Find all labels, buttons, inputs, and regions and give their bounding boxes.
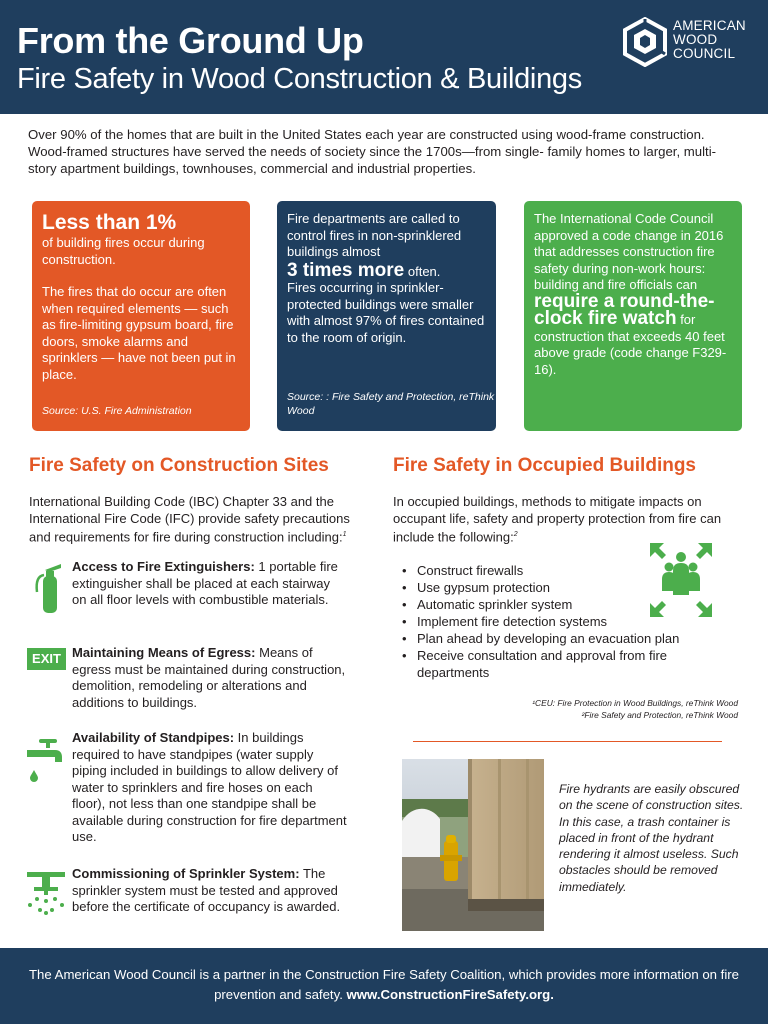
stat-box-sprinklers: [277, 201, 496, 431]
item-title: Availability of Standpipes:: [72, 730, 235, 745]
awc-cube-icon: [621, 17, 669, 67]
stat-body: The fires that do occur are often when required elements — such as fire-limiting gypsum board, fire doors, smoke alarms and sprinklers — have not been put in place.: [42, 284, 236, 382]
item-text: 1 portable fire extinguisher shall be placed at each stairway on all floor levels with combustible materials.: [72, 559, 338, 607]
item-title: Maintaining Means of Egress:: [72, 645, 256, 660]
stat-pre-text: The International Code Council approved a code change in 2016 that addresses construction fire safety during non-work hours: building and fire officials can: [534, 211, 724, 292]
construction-item-sprinklers: [72, 866, 347, 916]
footnote-2: ²Fire Safety and Protection, reThink Wood: [581, 710, 738, 720]
construction-intro: International Building Code (IBC) Chapter 33 and the International Fire Code (IFC) provide safety precautions and requirements for fire during construction including:$^1$: [29, 494, 350, 545]
fire-extinguisher-icon: [33, 562, 65, 614]
occupied-intro: In occupied buildings, methods to mitigate impacts on occupant life, safety and property protection from fire can include the following:$^2$: [393, 494, 722, 545]
photo-caption: Fire hydrants are easily obscured on the scene of construction sites. In this case, a trash container is placed in front of the hydrant rendering it almost useless. Such obstacles should be removed immediately.: [559, 782, 744, 894]
list-item: • Construct firewalls: [400, 562, 720, 579]
footer-text: The American Wood Council is a partner in the Construction Fire Safety Coalition, which provides more information on fire prevention and safety.: [28, 967, 739, 1002]
construction-item-egress: [72, 645, 347, 711]
page-title: From the Ground Up: [17, 20, 364, 61]
hydrant-construction-photo: [402, 759, 544, 931]
stat-headline: Less than 1%: [42, 211, 177, 234]
footnote-marker: 1: [342, 531, 347, 538]
list-item: • Automatic sprinkler system: [400, 596, 720, 613]
footnote-1: ¹CEU: Fire Protection in Wood Buildings, reThink Wood: [532, 698, 738, 708]
exit-sign-icon: EXIT: [27, 648, 66, 670]
header-banner: [0, 0, 768, 114]
item-text: In buildings required to have standpipes (water supply piping included in buildings to allow delivery of water to sprinklers and fire hoses on each floor), not less than one standpipe shall be available during construction for fire department use.: [72, 730, 347, 844]
item-text: Means of egress must be maintained during construction, demolition, remodeling or alterations and additions to buildings.: [72, 645, 346, 710]
stat-headline: require a round-the-clock fire watch: [534, 290, 715, 329]
stat-pre-text: Fire departments are called to control fires in non-sprinklered buildings almost: [287, 211, 462, 259]
stat-source: Source: : Fire Safety and Protection, reThink Wood: [287, 391, 495, 417]
intro-paragraph: Over 90% of the homes that are built in the United States each year are constructed using wood-frame construction. Wood-framed structures have served the needs of society since the 1700s—from single- family homes to larger, multi-story apartment buildings, townhouses, commercial and industrial properties.: [28, 127, 717, 176]
footer-link[interactable]: www.ConstructionFireSafety.org.: [346, 987, 554, 1002]
page-subtitle: Fire Safety in Wood Construction & Buildings: [17, 63, 582, 95]
standpipe-faucet-icon: [25, 736, 67, 784]
construction-item-standpipes: [72, 730, 347, 846]
stat-headline: 3 times more: [287, 259, 405, 281]
evacuation-group-icon: [646, 541, 716, 619]
logo-text-line: AMERICAN: [673, 18, 746, 33]
logo-text-line: WOOD: [673, 32, 718, 47]
sprinkler-icon: [25, 870, 67, 916]
list-item: • Implement fire detection systems: [400, 613, 720, 630]
american-wood-council-logo: [621, 17, 751, 69]
stat-line: of building fires occur during construction.: [42, 235, 205, 267]
logo-text-line: COUNCIL: [673, 46, 736, 61]
footer-banner: [0, 948, 768, 1024]
list-item: • Receive consultation and approval from fire departments: [400, 647, 720, 681]
footnote-marker: 2: [513, 531, 518, 538]
section-divider: [413, 741, 722, 742]
item-title: Access to Fire Extinguishers:: [72, 559, 255, 574]
occupied-buildings-heading: Fire Safety in Occupied Buildings: [393, 455, 696, 476]
item-text: The sprinkler system must be tested and approved before the certificate of occupancy is awarded.: [72, 866, 341, 914]
photo-hydrant-trash-container: [402, 759, 544, 931]
stat-body: Fires occurring in sprinkler-protected buildings were smaller with almost 97% of fires contained to the room of origin.: [287, 280, 485, 345]
stat-post-text: for construction that exceeds 40 feet above grade (code change F329-16).: [534, 312, 727, 377]
stat-post-text: often.: [407, 263, 441, 279]
stat-box-construction-fires: [32, 201, 250, 431]
stat-source: Source: U.S. Fire Administration: [42, 405, 192, 417]
list-item: • Plan ahead by developing an evacuation plan: [400, 630, 720, 647]
construction-item-extinguishers: [72, 559, 347, 609]
stat-box-fire-watch: [524, 201, 742, 431]
construction-sites-heading: Fire Safety on Construction Sites: [29, 455, 329, 476]
item-title: Commissioning of Sprinkler System:: [72, 866, 300, 881]
list-item: • Use gypsum protection: [400, 579, 720, 596]
